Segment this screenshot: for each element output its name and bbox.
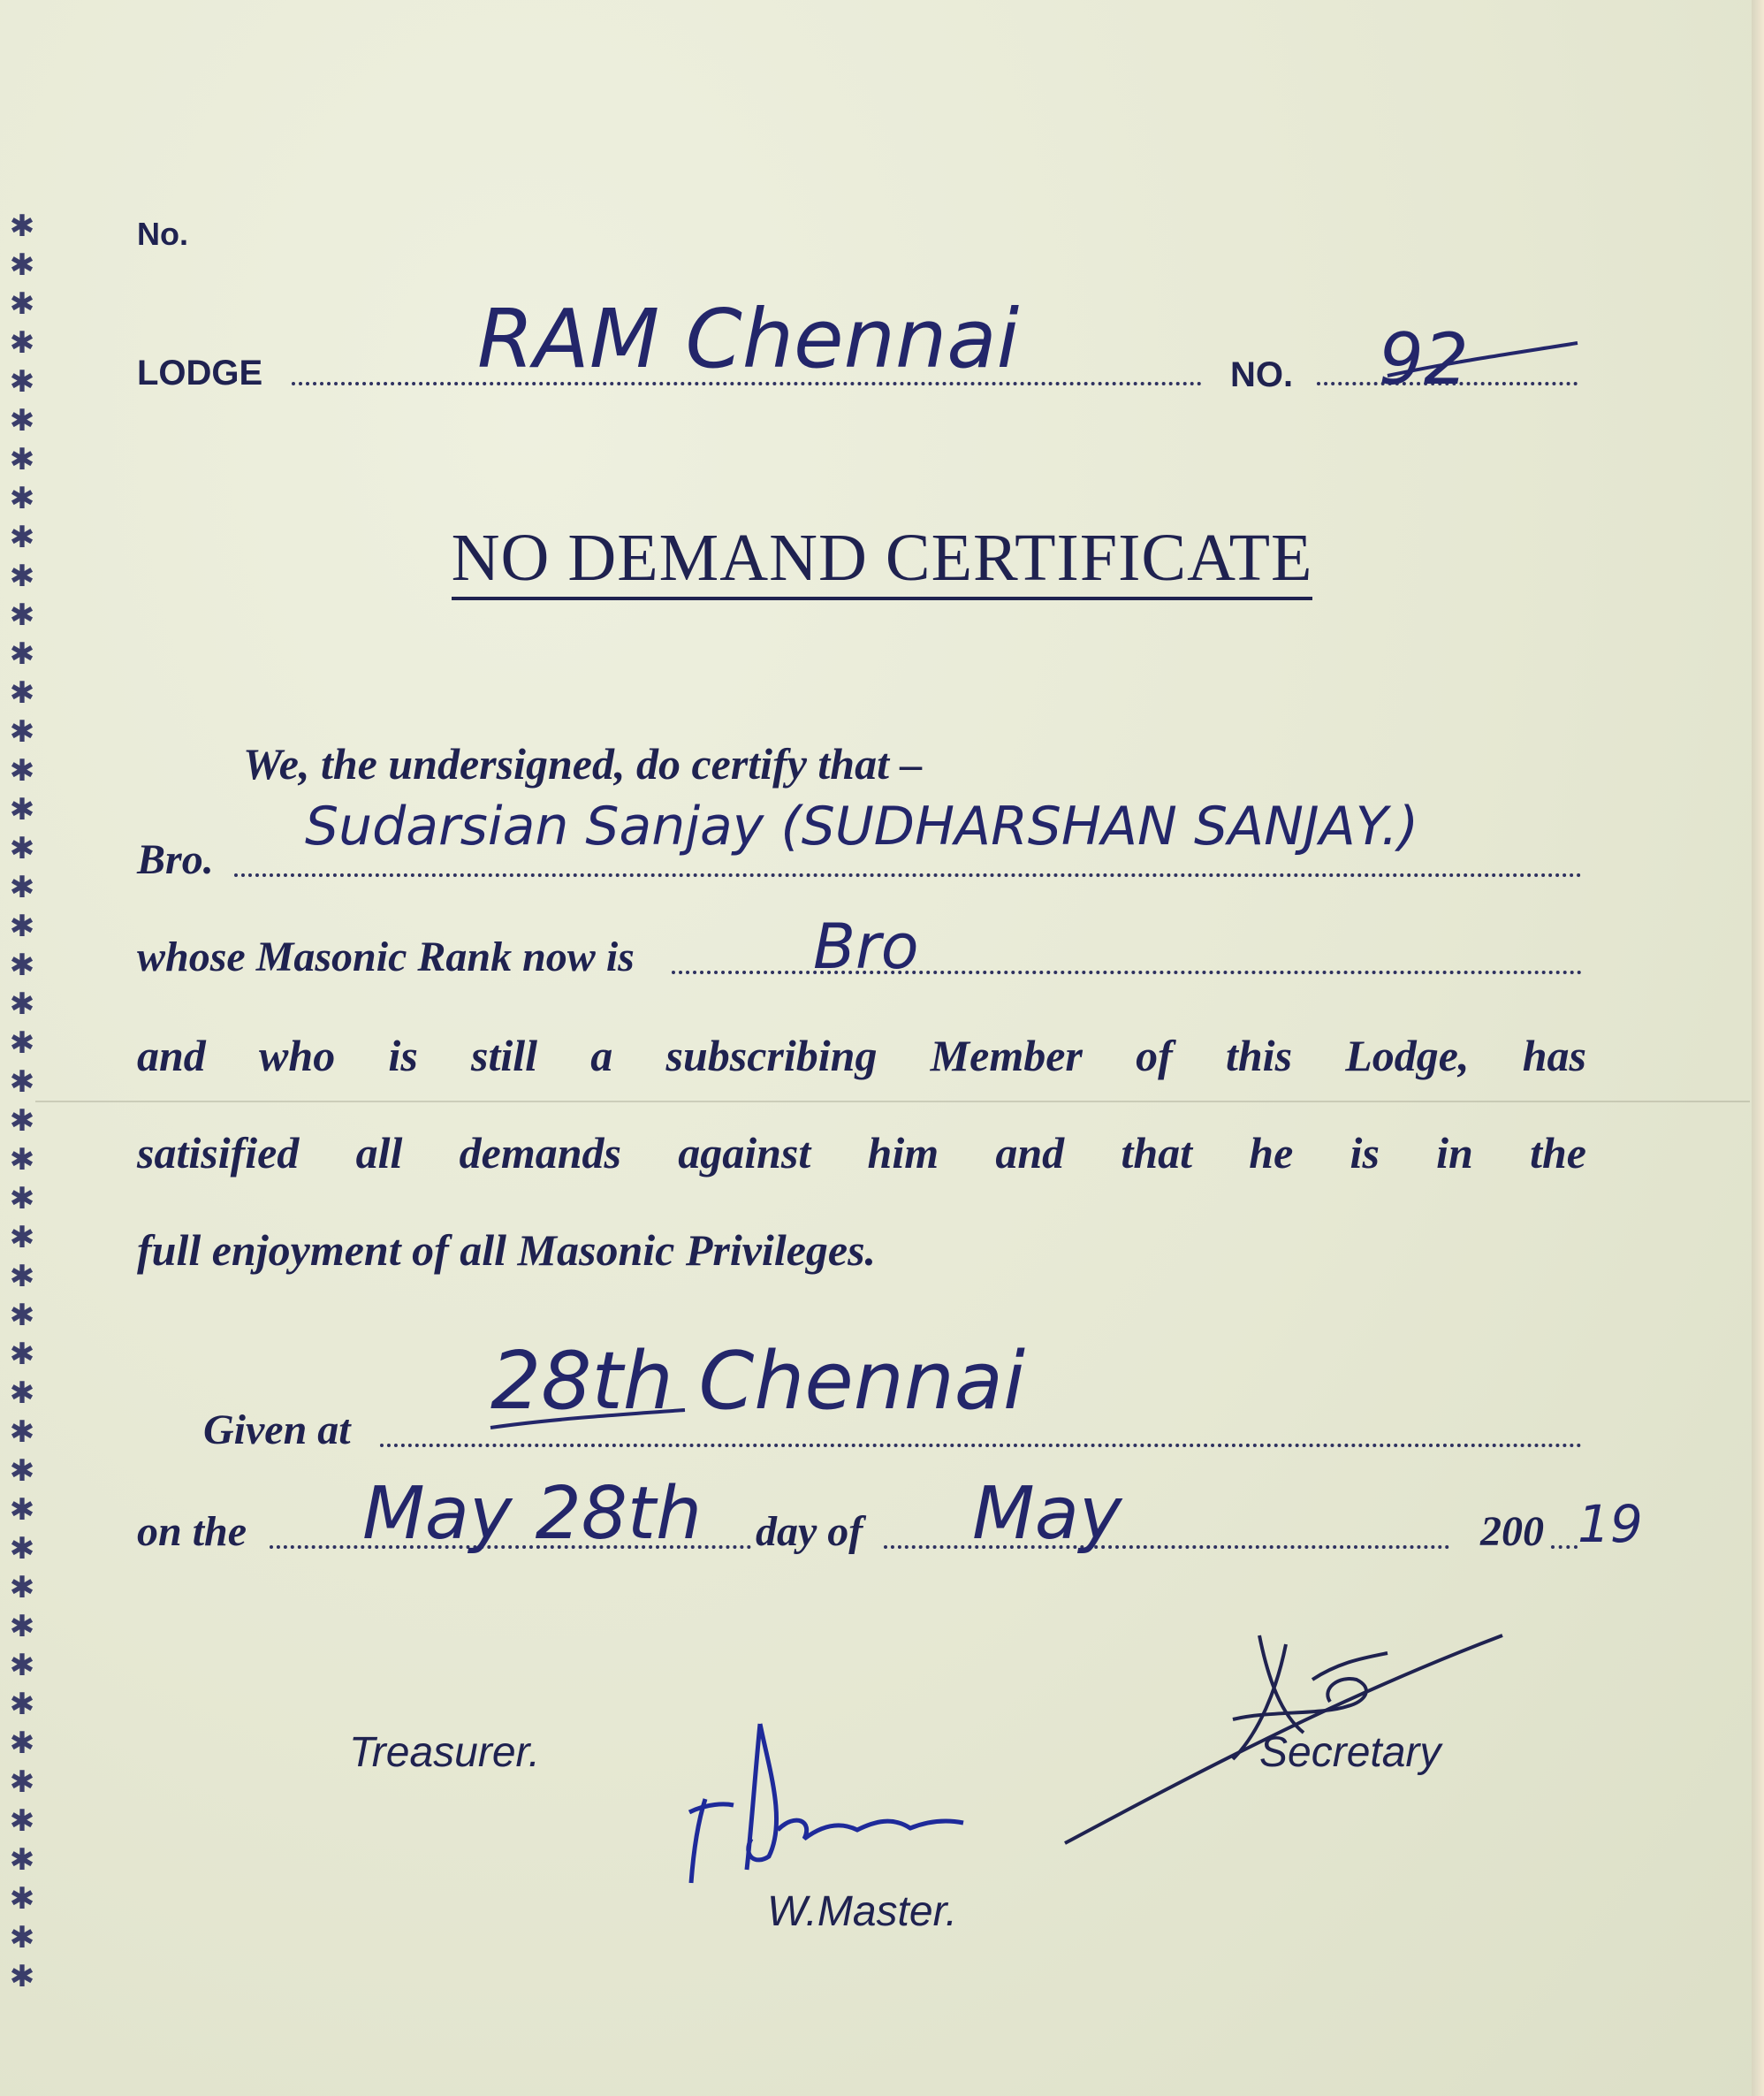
given-at-strike-mark [482,1392,694,1445]
rank-label: whose Masonic Rank now is [137,934,635,980]
binding-star-icon: ✱ [9,1144,35,1177]
binding-star-icon: ✱ [9,872,35,904]
given-at-handwritten: 28th Chennai [490,1335,1025,1428]
month-handwritten: May [972,1472,1122,1556]
binding-star-icon: ✱ [9,638,35,671]
binding-star-icon: ✱ [9,1416,35,1449]
binding-star-icon: ✱ [9,1961,35,1993]
given-at-label: Given at [203,1406,351,1453]
year-suffix-handwritten: 19 [1578,1494,1643,1554]
binding-star-icon: ✱ [9,1766,35,1799]
body-line-1: and who is still a subscribing Member of this Lodge, has [137,1031,1586,1080]
intro-text: We, the undersigned, do certify that – [243,739,923,789]
binding-star-icon: ✱ [9,249,35,282]
lodge-name-handwritten: RAM Chennai [477,292,1020,386]
binding-star-icon: ✱ [9,755,35,788]
binding-star-icon: ✱ [9,1105,35,1138]
binding-star-icon: ✱ [9,366,35,399]
binding-star-icon: ✱ [9,1688,35,1721]
binding-star-icon: ✱ [9,794,35,827]
binding-star-icon: ✱ [9,1261,35,1293]
day-of-label: day of [756,1508,863,1555]
paper-right-edge [1752,0,1764,2096]
binding-star-icon: ✱ [9,1377,35,1410]
binding-star-icon: ✱ [9,288,35,321]
body-line-2: satisified all demands against him and that he is in the [137,1128,1586,1178]
binding-star-icon: ✱ [9,1533,35,1566]
on-the-label: on the [137,1508,247,1555]
binding-star-icon: ✱ [9,1027,35,1060]
binding-star-icon: ✱ [9,1300,35,1332]
binding-star-icon: ✱ [9,1611,35,1643]
fold-crease [35,1101,1750,1102]
binding-star-icon: ✱ [9,405,35,438]
binding-star-icon: ✱ [9,988,35,1021]
bro-dotted-line [234,873,1582,877]
binding-star-icon: ✱ [9,1338,35,1371]
certificate-title-text: NO DEMAND CERTIFICATE [452,521,1313,600]
year-prefix: 200 [1480,1508,1544,1555]
lodge-number-strike-mark [1379,336,1582,389]
on-the-handwritten: May 28th [362,1472,703,1556]
body-line-3: full enjoyment of all Masonic Privileges. [137,1225,877,1275]
rank-dotted-line [672,971,1582,974]
treasurer-label: Treasurer. [349,1729,541,1776]
binding-star-icon: ✱ [9,327,35,360]
binding-star-icon: ✱ [9,1183,35,1216]
binding-star-icon: ✱ [9,1805,35,1838]
binding-star-icon: ✱ [9,911,35,943]
lodge-label: LODGE [137,354,263,393]
binding-star-icon: ✱ [9,1922,35,1955]
binding-star-icon: ✱ [9,949,35,982]
bro-name-handwritten: Sudarsian Sanjay (SUDHARSHAN SANJAY.) [305,796,1419,857]
binding-star-icon: ✱ [9,716,35,749]
lodge-number-label: NO. [1230,355,1294,394]
lodge-number-handwritten: 92 [1379,318,1469,400]
certificate-title [0,520,1764,597]
binding-star-icon: ✱ [9,1494,35,1527]
binding-star-icon: ✱ [9,1883,35,1916]
perforated-binding-edge [0,212,44,1998]
worshipful-master-signature [672,1715,972,1892]
number-label: No. [137,216,188,252]
binding-star-icon: ✱ [9,1572,35,1604]
secretary-signature [1056,1627,1516,1856]
binding-star-icon: ✱ [9,444,35,476]
bro-label: Bro. [137,836,214,883]
binding-star-icon: ✱ [9,1844,35,1877]
binding-star-icon: ✱ [9,1455,35,1488]
month-dotted-line [884,1545,1449,1549]
secretary-label: Secretary [1259,1729,1441,1776]
rank-handwritten: Bro [813,911,919,983]
binding-star-icon: ✱ [9,522,35,554]
binding-star-icon: ✱ [9,833,35,865]
binding-star-icon: ✱ [9,483,35,515]
binding-star-icon: ✱ [9,560,35,593]
worshipful-master-label: W.Master. [767,1888,958,1935]
binding-star-icon: ✱ [9,1222,35,1254]
binding-star-icon: ✱ [9,677,35,710]
binding-star-icon: ✱ [9,1066,35,1099]
binding-star-icon: ✱ [9,1727,35,1760]
binding-star-icon: ✱ [9,212,35,243]
binding-star-icon: ✱ [9,599,35,632]
year-dotted-line [1551,1545,1578,1549]
binding-star-icon: ✱ [9,1650,35,1682]
